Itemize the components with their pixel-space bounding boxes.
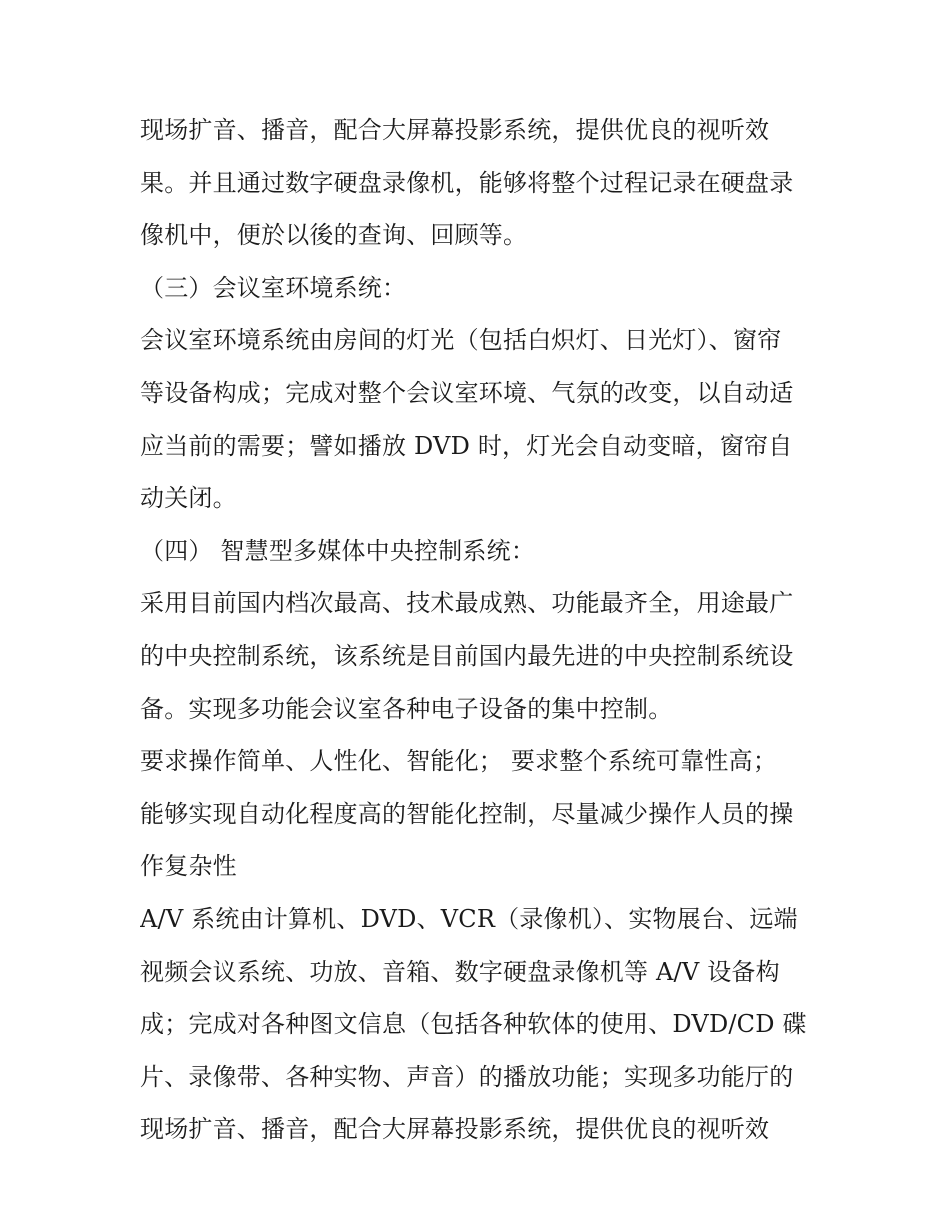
text-line: 等设备构成；完成对整个会议室环境、气氛的改变，以自动适 bbox=[140, 378, 794, 407]
text-line: 的中央控制系统，该系统是目前国内最先进的中央控制系统设 bbox=[140, 641, 794, 670]
text-line: 现场扩音、播音，配合大屏幕投影系统，提供优良的视听效 bbox=[140, 1115, 770, 1144]
text-line: A/V 系统由计算机、DVD、VCR（录像机）、实物展台、远端 bbox=[140, 904, 798, 933]
text-line: 会议室环境系统由房间的灯光（包括白炽灯、日光灯）、窗帘 bbox=[140, 326, 782, 355]
text-line: 能够实现自动化程度高的智能化控制，尽量减少操作人员的操 bbox=[140, 799, 794, 828]
text-line: 采用目前国内档次最高、技术最成熟、功能最齐全，用途最广 bbox=[140, 589, 794, 618]
text-line: 片、录像带、各种实物、声音）的播放功能；实现多功能厅的 bbox=[140, 1062, 794, 1091]
text-line: 备。实现多功能会议室各种电子设备的集中控制。 bbox=[140, 694, 673, 723]
text-line: 像机中，便於以後的查询、回顾等。 bbox=[140, 221, 528, 250]
text-line: 应当前的需要；譬如播放 DVD 时，灯光会自动变暗，窗帘自 bbox=[140, 431, 793, 460]
text-line: 果。并且通过数字硬盘录像机，能够将整个过程记录在硬盘录 bbox=[140, 168, 794, 197]
text-line: 视频会议系统、功放、音箱、数字硬盘录像机等 A/V 设备构 bbox=[140, 957, 780, 986]
text-line: 现场扩音、播音，配合大屏幕投影系统，提供优良的视听效 bbox=[140, 116, 770, 144]
text-line: 要求操作简单、人性化、智能化； 要求整个系统可靠性高； bbox=[140, 747, 778, 776]
text-line: 成；完成对各种图文信息（包括各种软体的使用、DVD/CD 碟 bbox=[140, 1010, 807, 1039]
section-heading: （四） 智慧型多媒体中央控制系统： bbox=[140, 536, 536, 565]
section-heading: （三）会议室环境系统： bbox=[140, 273, 407, 302]
text-line: 动关闭。 bbox=[140, 484, 237, 513]
document-body bbox=[140, 104, 820, 1156]
text-line: 作复杂性 bbox=[140, 852, 237, 881]
